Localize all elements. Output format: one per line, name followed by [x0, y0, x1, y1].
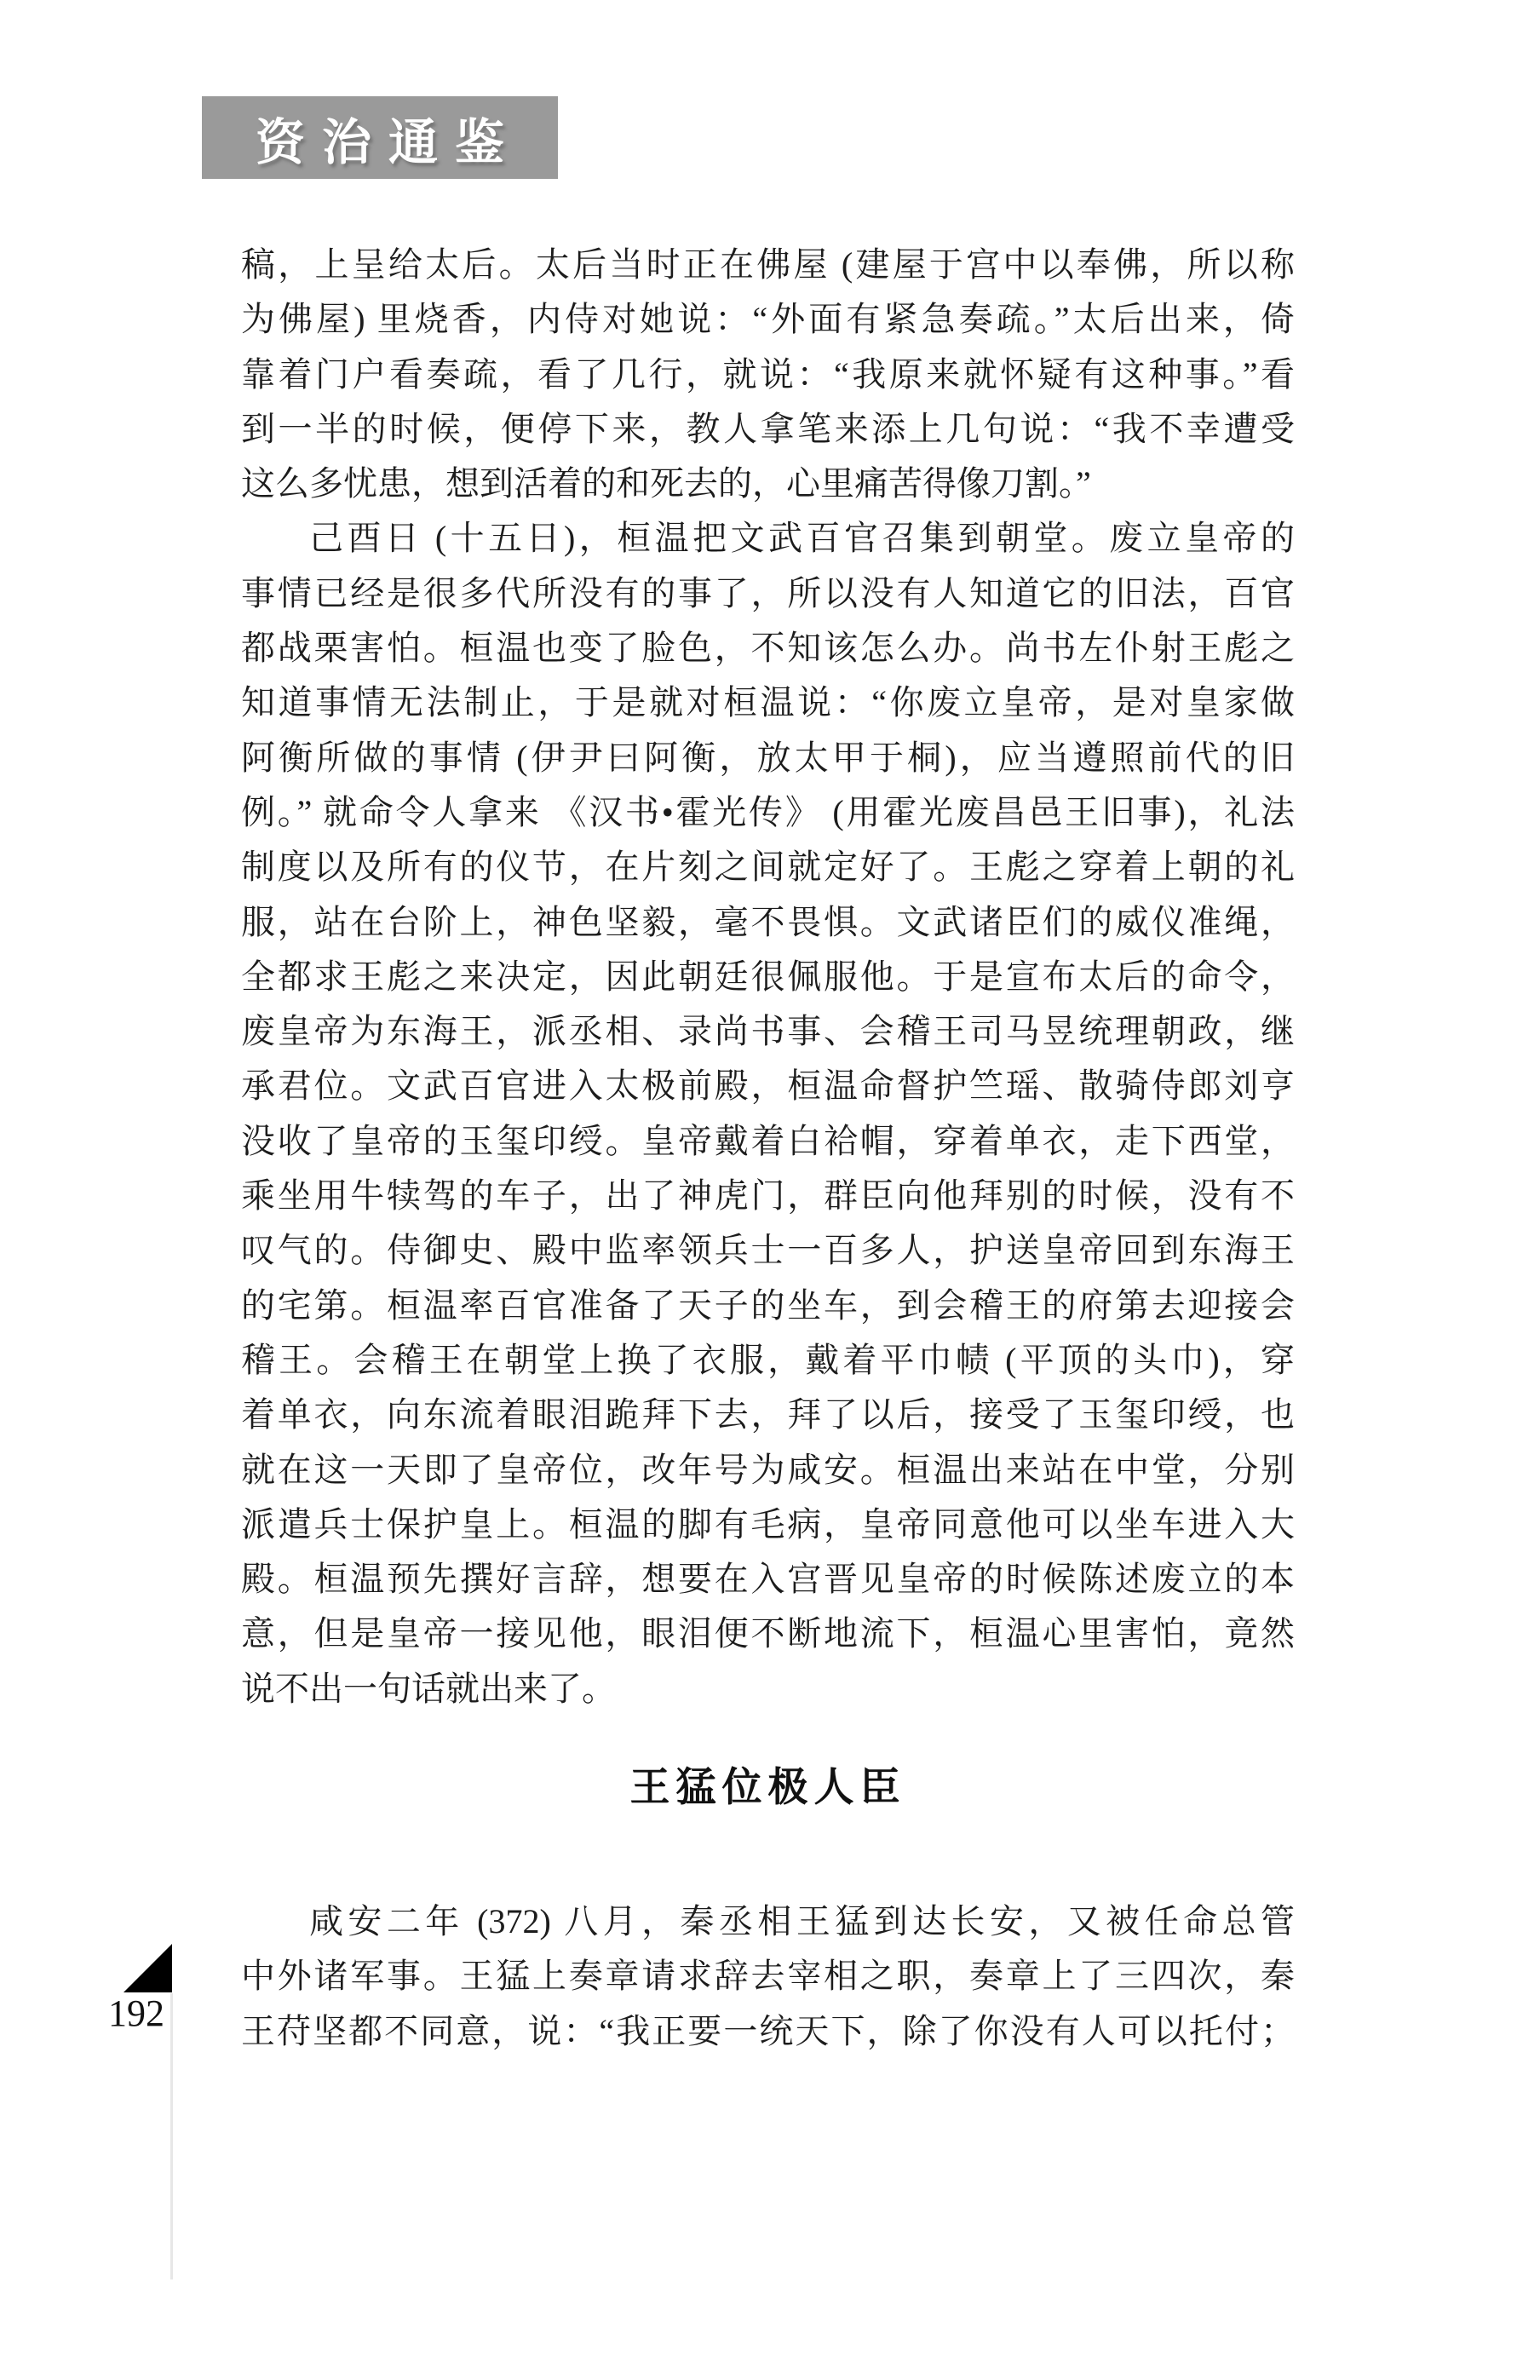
- text-line: 承君位。文武百官进入太极前殿，桓温命督护竺瑶、散骑侍郎刘亨: [241, 1066, 1295, 1106]
- text-line: 阿衡所做的事情 (伊尹曰阿衡，放太甲于桐)，应当遵照前代的旧: [241, 738, 1295, 777]
- text-line: 咸安二年 (372) 八月，秦丞相王猛到达长安，又被任命总管: [309, 1902, 1295, 1941]
- text-line: 己酉日 (十五日)，桓温把文武百官召集到朝堂。废立皇帝的: [309, 519, 1295, 558]
- text-line: 稽王。会稽王在朝堂上换了衣服，戴着平巾帻 (平顶的头巾)，穿: [241, 1340, 1295, 1379]
- text-line: 殿。桓温预先撰好言辞，想要在入宫晋见皇帝的时候陈述废立的本: [241, 1560, 1295, 1599]
- text-line: 稿，上呈给太后。太后当时正在佛屋 (建屋于宫中以奉佛，所以称: [241, 245, 1295, 284]
- text-line: 制度以及所有的仪节，在片刻之间就定好了。王彪之穿着上朝的礼: [241, 848, 1295, 887]
- text-line: 叹气的。侍御史、殿中监率领兵士一百多人，护送皇帝回到东海王: [241, 1231, 1295, 1270]
- text-line: 事情已经是很多代所没有的事了，所以没有人知道它的旧法，百官: [241, 573, 1295, 612]
- text-line: 到一半的时候，便停下来，教人拿笔来添上几句说：“我不幸遭受: [241, 409, 1295, 448]
- text-line: 派遣兵士保护皇上。桓温的脚有毛病，皇帝同意他可以坐车进入大: [241, 1504, 1295, 1544]
- section-heading: 王猛位极人臣: [629, 1764, 906, 1810]
- text-line: 服，站在台阶上，神色坚毅，毫不畏惧。文武诸臣们的威仪准绳，: [241, 902, 1295, 941]
- text-line: 着单衣，向东流着眼泪跪拜下去，拜了以后，接受了玉玺印绶，也: [241, 1395, 1295, 1434]
- text-line: 乘坐用牛犊驾的车子，出了神虎门，群臣向他拜别的时候，没有不: [241, 1176, 1295, 1216]
- text-line: 的宅第。桓温率百官准备了天子的坐车，到会稽王的府第去迎接会: [241, 1285, 1295, 1325]
- text-line: 废皇帝为东海王，派丞相、录尚书事、会稽王司马昱统理朝政，继: [241, 1012, 1295, 1051]
- margin-rule-divider: [170, 1993, 173, 2279]
- text-line: 这么多忧患，想到活着的和死去的，心里痛苦得像刀割。”: [241, 464, 1091, 503]
- text-line: 靠着门户看奏疏，看了几行，就说：“我原来就怀疑有这种事。”看: [241, 354, 1295, 394]
- text-line: 意，但是皇帝一接见他，眼泪便不断地流下，桓温心里害怕，竟然: [241, 1614, 1295, 1653]
- text-line: 都战栗害怕。桓温也变了脸色，不知该怎么办。尚书左仆射王彪之: [241, 629, 1295, 668]
- main-text-column: [241, 238, 1295, 2059]
- text-line: 王苻坚都不同意，说：“我正要一统天下，除了你没有人可以托付；: [241, 2011, 1295, 2050]
- publisher-logo-banner: [202, 96, 558, 179]
- text-line: 说不出一句话就出来了。: [241, 1669, 616, 1708]
- text-line: 中外诸军事。王猛上奏章请求辞去宰相之职，奏章上了三四次，秦: [241, 1957, 1295, 1996]
- text-line: 没收了皇帝的玉玺印绶。皇帝戴着白袷帽，穿着单衣，走下西堂，: [241, 1121, 1295, 1160]
- text-line: 例。” 就命令人拿来 《汉书•霍光传》 (用霍光废昌邑王旧事)，礼法: [241, 792, 1295, 831]
- page-number: 192: [108, 1992, 164, 2034]
- corner-triangle-icon: [124, 1944, 172, 1992]
- text-line: 就在这一天即了皇帝位，改年号为咸安。桓温出来站在中堂，分别: [241, 1450, 1295, 1489]
- book-title-logo: 资治通鉴: [255, 114, 521, 170]
- text-line: 全都求王彪之来决定，因此朝廷很佩服他。于是宣布太后的命令，: [241, 957, 1295, 996]
- text-line: 为佛屋) 里烧香，内侍对她说：“外面有紧急奏疏。”太后出来，倚: [241, 300, 1295, 339]
- text-line: 知道事情无法制止，于是就对桓温说：“你废立皇帝，是对皇家做: [241, 683, 1295, 722]
